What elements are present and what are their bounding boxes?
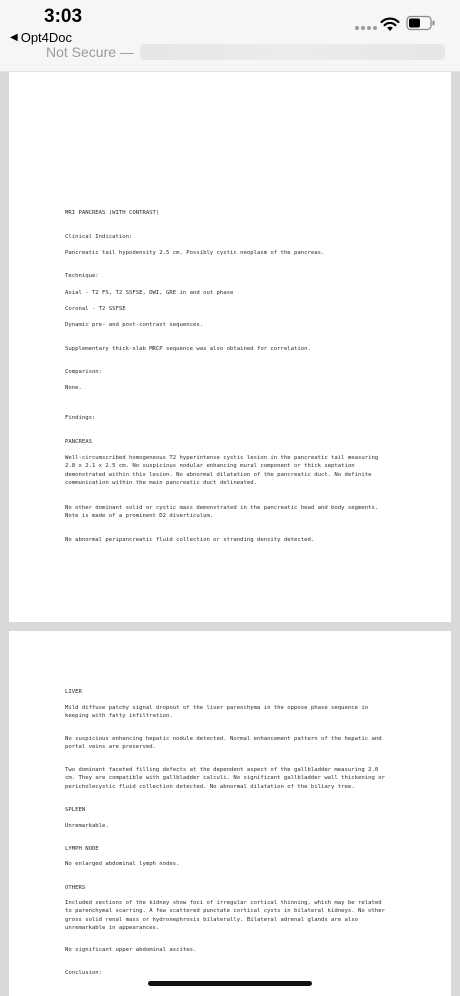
findings-heading: Findings: (65, 415, 96, 421)
technique-mrcp: Supplementary thick-slab MRCP sequence was also obtained for correlation. (65, 346, 311, 352)
comparison-heading: Comparison: (65, 369, 103, 375)
others-paragraph-1: Included sections of the kidney show foci of irregular cortical thinning, which may be related to parenchymal scarring. A few scattered punctate cortical cysts in bilateral kidneys. No other gross solid renal mass or hydronephrosis bilaterally. Bilateral adrenal glands are also unremarkable in appearances. (65, 900, 385, 932)
clinical-indication-text: Pancreatic tail hypodensity 2.5 cm. Possibly cystic neoplasm of the pancreas. (65, 250, 325, 256)
signal-dots-icon (355, 26, 377, 30)
address-bar[interactable] (46, 44, 445, 60)
technique-axial: Axial - T2 FS, T2 SSFSE, DWI, GRE in and out phase (65, 290, 234, 296)
browser-chrome (0, 0, 460, 72)
technique-coronal: Coronal - T2 SSFSE (65, 306, 126, 312)
home-indicator[interactable] (148, 981, 312, 986)
liver-paragraph-2: No suspicious enhancing hepatic nodule detected. Normal enhancement pattern of the hepatic and portal veins are preserved. (65, 736, 382, 751)
liver-paragraph-1: Mild diffuse patchy signal dropout of the liver parenchyma in the oppose phase sequence in keeping with fatty infiltration. (65, 705, 369, 720)
document-page-2 (9, 631, 451, 996)
wifi-icon (380, 16, 400, 32)
technique-heading: Technique: (65, 273, 99, 279)
others-paragraph-2: No significant upper abdominal ascites. (65, 947, 197, 953)
document-page-1 (9, 72, 451, 622)
security-label: Not Secure — (46, 44, 134, 60)
liver-paragraph-3: Two dominant faceted filling defects at the dependent aspect of the gallbladder measuring 2.0 cm. They are compatible with gallbladder calculi. No significant gallbladder wall thickening or pericholecystic fluid collection detected. No abnormal dilatation of the biliary tree. (65, 767, 385, 790)
lymph-node-heading: LYMPH NODE (65, 846, 99, 852)
spleen-heading: SPLEEN (65, 807, 86, 813)
liver-heading: LIVER (65, 689, 82, 695)
back-app-label: Opt4Doc (20, 30, 73, 45)
exam-title: MRI PANCREAS (WITH CONTRAST) (65, 210, 160, 216)
pancreas-paragraph-1: Well-circumscribed homogeneous T2 hyperintense cystic lesion in the pancreatic tail measuring 2.8 x 2.1 x 2.5 cm. No suspicious nodular enhancing mural component or thick septation demonstrated within this lesion. No abnormal dilatation of the pancreatic duct. No definite communication within the main pancreatic duct delineated. (65, 455, 379, 487)
others-heading: OTHERS (65, 885, 86, 891)
clinical-indication-heading: Clinical Indication: (65, 234, 133, 240)
conclusion-heading: Conclusion: (65, 970, 103, 976)
pancreas-paragraph-2: No other dominant solid or cystic mass demonstrated in the pancreatic head and body segments. Note is made of a prominent D2 diverticulum. (65, 505, 379, 520)
lymph-node-text: No enlarged abdominal lymph nodes. (65, 861, 180, 867)
pancreas-heading: PANCREAS (65, 439, 92, 445)
comparison-text: None. (65, 385, 82, 391)
spleen-text: Unremarkable. (65, 823, 109, 829)
back-arrow-icon: ◀ (10, 32, 18, 43)
back-to-app-button[interactable] (10, 30, 72, 45)
url-text-blurred (140, 44, 445, 60)
pancreas-paragraph-3: No abnormal peripancreatic fluid collection or stranding density detected. (65, 537, 315, 543)
status-time: 3:03 (44, 6, 83, 27)
battery-icon (406, 15, 436, 31)
technique-dynamic: Dynamic pre- and post-contrast sequences. (65, 322, 204, 328)
